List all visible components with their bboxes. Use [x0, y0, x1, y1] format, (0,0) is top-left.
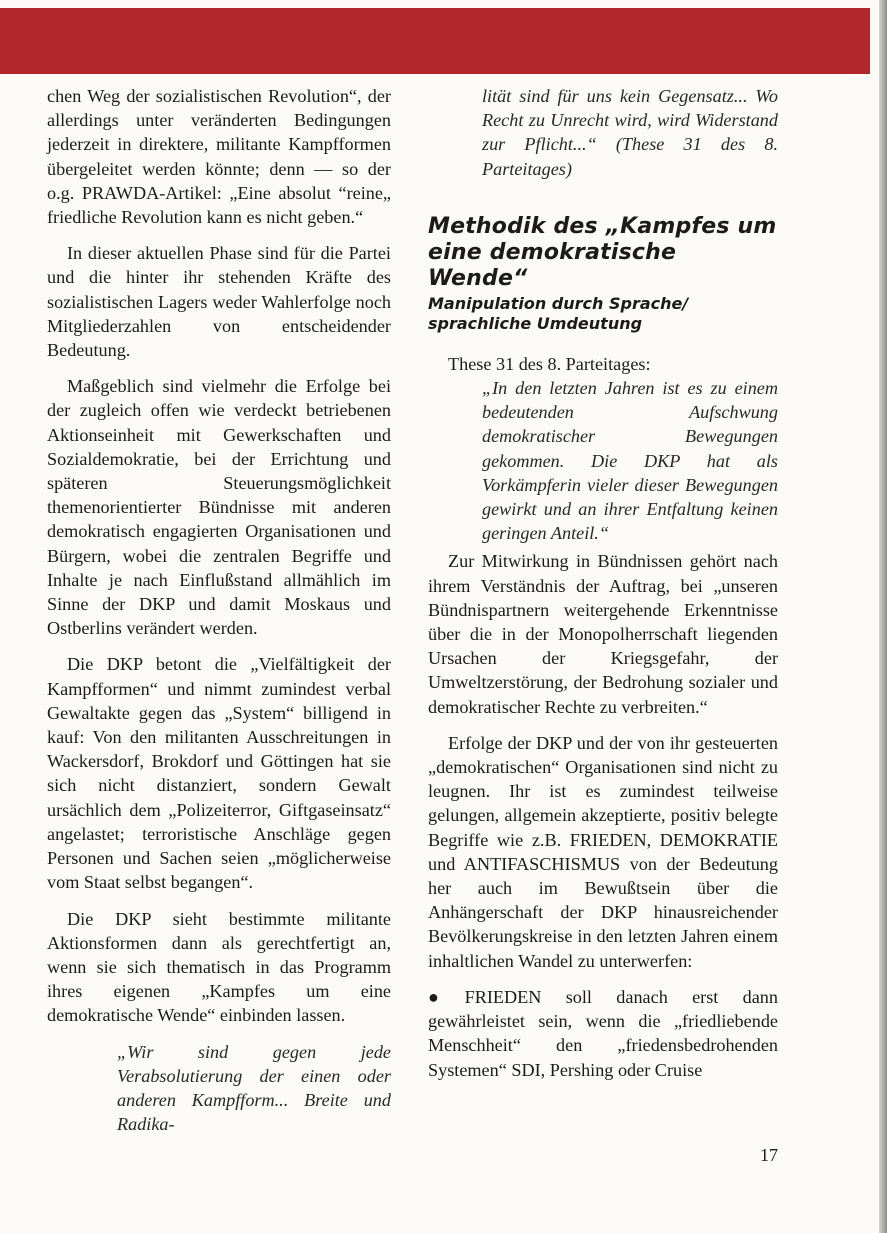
paragraph: Erfolge der DKP und der von ihr gesteuerten „demokratischen“ Organisationen sind nicht zu leugnen. Ihr ist es zumindest teilweise gelungen, allgemein akzeptierte, positiv belegte Begriffe wie z.B. FRIEDEN, DEMOKRATIE und ANTIFASCHISMUS von der Bedeutung her auch im Bewußtsein über die Anhängerschaft der DKP hinausreichender Bevölkerungskreise in den letzten Jahren einem inhaltlichen Wandel zu unterwerfen: — [428, 732, 778, 971]
page-edge-shadow — [879, 0, 887, 1233]
block-quote-continued: lität sind für uns kein Gegensatz... Wo Recht zu Unrecht wird, wird Widerstand zur Pflicht...“ (These 31 des 8. Parteitages) — [482, 86, 778, 179]
bullet-item — [428, 985, 778, 1082]
thesis-quote: „In den letzten Jahren ist es zu einem bedeutenden Aufschwung demokratischer Bewegungen gekommen. Die DKP hat als Vorkämpferin vieler dieser Bewegungen gewirkt und an ihrer Entfaltung keinen geringen Anteil.“ — [482, 378, 778, 544]
right-column — [428, 84, 778, 1082]
block-quote: „Wir sind gegen jede Verabsolutierung der einen oder anderen Kampfform... Breite und Radika- — [117, 1041, 391, 1135]
paragraph: Zur Mitwirkung in Bündnissen gehört nach ihrem Verständnis der Auftrag, bei „unseren Bündnispartnern weitergehende Erkenntnisse über die in der Monopolherrschaft liegenden Ursachen der Kriegsgefahr, der Umweltzerstörung, der Bedrohung sozialer und demokratischer Rechte zu verbreiten.“ — [428, 551, 778, 717]
section-heading: Methodik des „Kampfes um eine demokratische Wende“ — [428, 213, 777, 291]
paragraph: Die DKP betont die „Vielfältigkeit der Kampfformen“ und nimmt zumindest verbal Gewaltakte gegen das „System“ billigend in kauf: Von den militanten Ausschreitungen in Wackersdorf, Brokdorf und Göttingen hat sie sich nicht distanziert, sondern Gewalt ursächlich dem „Polizeiterror, Giftgaseinsatz“ angelastet; terroristische Anschläge gegen Personen und Sachen seien „möglicherweise vom Staat selbst begangen“. — [47, 654, 391, 893]
paragraph: chen Weg der sozialistischen Revolution“, der allerdings unter veränderten Bedingungen jederzeit in direktere, militante Kampfformen übergeleitet werden könnte; denn — so der o.g. PRAWDA-Artikel: „Eine absolut “reine„ friedliche Revolution kann es nicht geben.“ — [47, 86, 391, 228]
paragraph: In dieser aktuellen Phase sind für die Partei und die hinter ihr stehenden Kräfte des sozialistischen Lagers weder Wahlerfolge noch Mitgliederzahlen von entscheidender Bedeutung. — [47, 243, 391, 361]
bullet-text: FRIEDEN soll danach erst dann gewährleistet sein, wenn die „friedliebende Menschheit“ den „friedensbedrohenden Systemen“ SDI, Pershing oder Cruise — [428, 986, 778, 1080]
paragraph: Die DKP sieht bestimmte militante Aktionsformen dann als gerechtfertigt an, wenn sie sich thematisch in das Programm ihres eigenen „Kampfes um eine demokratische Wende“ einbinden lassen. — [47, 908, 391, 1026]
section-subheading: Manipulation durch Sprache/ sprachliche Umdeutung — [428, 293, 689, 333]
page-number: 17 — [760, 1145, 778, 1165]
bullet-icon: ● — [428, 986, 459, 1007]
thesis-intro: These 31 des 8. Parteitages: — [448, 353, 651, 374]
left-column — [47, 84, 391, 1136]
paragraph: Maßgeblich sind vielmehr die Erfolge bei der zugleich offen wie verdeckt betriebenen Aktionseinheit mit Gewerkschaften und Sozialdemokratie, bei der Errichtung und späteren Steuerungsmöglichkeit themenorientierter Bündnisse mit anderen demokratisch engagierten Organisationen und Bürgern, wobei die zentralen Begriffe und Inhalte je nach Einflußstand allmählich im Sinne der DKP und damit Moskaus und Ostberlins verändert werden. — [47, 376, 391, 639]
header-color-band — [0, 8, 870, 74]
